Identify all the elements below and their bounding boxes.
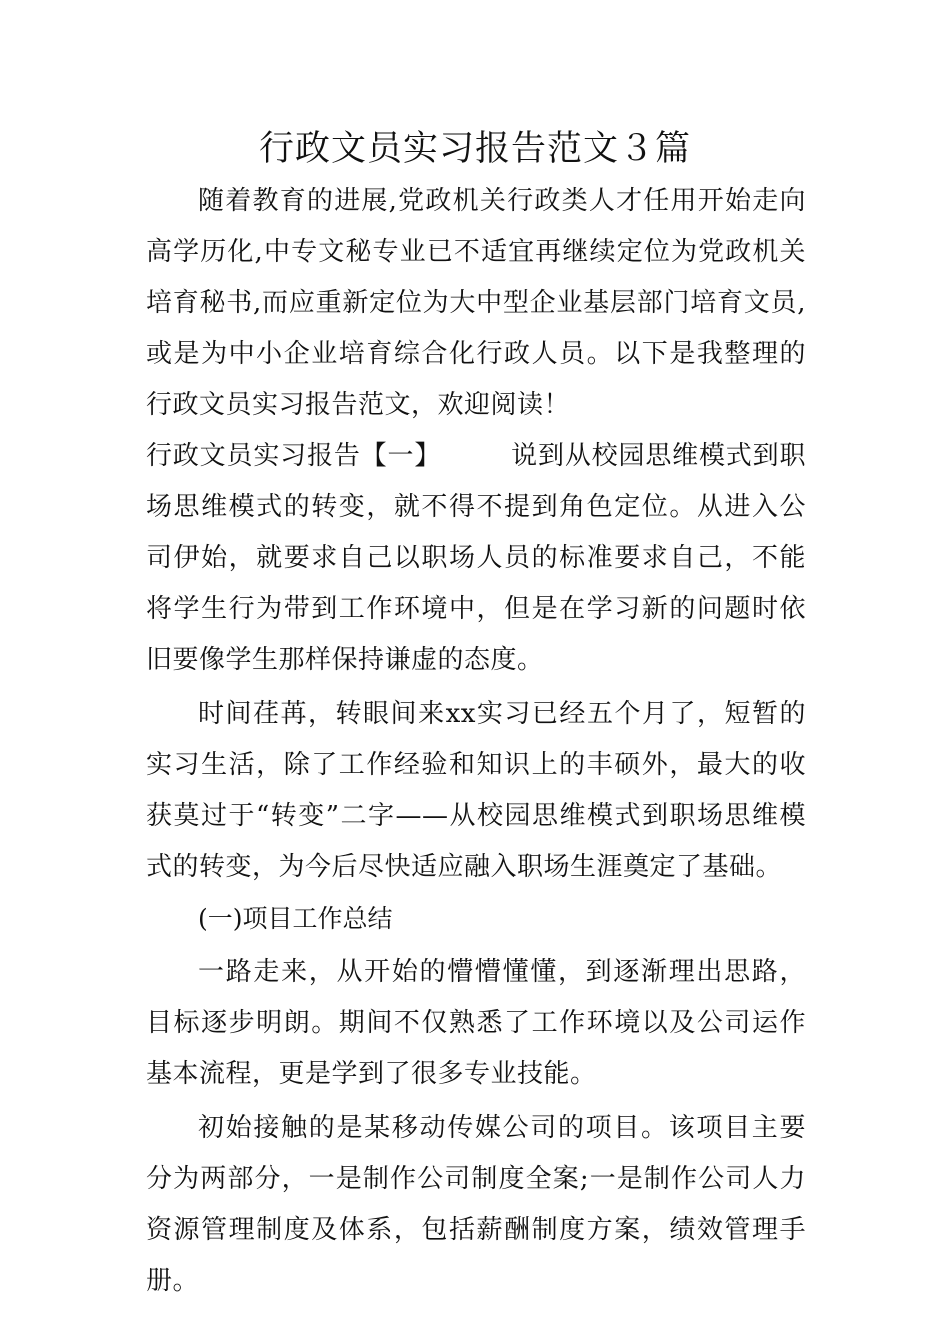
report-one-paragraph-4: 初始接触的是某移动传媒公司的项目。该项目主要分为两部分，一是制作公司制度全案;一是制作公司人力资源管理制度及体系，包括薪酬制度方案，绩效管理手册。 <box>146 1113 806 1296</box>
report-one-paragraph-1: 说到从校园思维模式到职场思维模式的转变，就不得不提到角色定位。从进入公司伊始，就要求自己以职场人员的标准要求自己，不能将学生行为带到工作环境中，但是在学习新的问题时依旧要像学生那样保持谦虚的态度。 <box>146 441 806 675</box>
document-title: 行政文员实习报告范文３篇 <box>258 129 691 169</box>
report-one-paragraph-3: 一路走来，从开始的懵懵懂懂，到逐渐理出思路，目标逐步明朗。期间不仅熟悉了工作环境以及公司运作基本流程，更是学到了很多专业技能。 <box>146 957 806 1089</box>
intro-paragraph: 随着教育的进展,党政机关行政类人才任用开始走向高学历化,中专文秘专业已不适宜再继续定位为党政机关培育秘书,而应重新定位为大中型企业基层部门培育文员,或是为中小企业培育综合化行政人员。以下是我整理的行政文员实习报告范文，欢迎阅读！ <box>146 186 806 420</box>
section-1-heading: (一)项目工作总结 <box>198 904 393 933</box>
report-one-first-paragraph <box>146 431 806 686</box>
report-one-heading: 行政文员实习报告【一】 <box>146 441 442 471</box>
report-one-paragraph-2: 时间荏苒，转眼间来xx实习已经五个月了，短暂的实习生活，除了工作经验和知识上的丰硕外，最大的收获莫过于“转变”二字——从校园思维模式到职场思维模式的转变，为今后尽快适应融入职场生涯奠定了基础。 <box>146 699 806 882</box>
document-body <box>146 176 806 1307</box>
